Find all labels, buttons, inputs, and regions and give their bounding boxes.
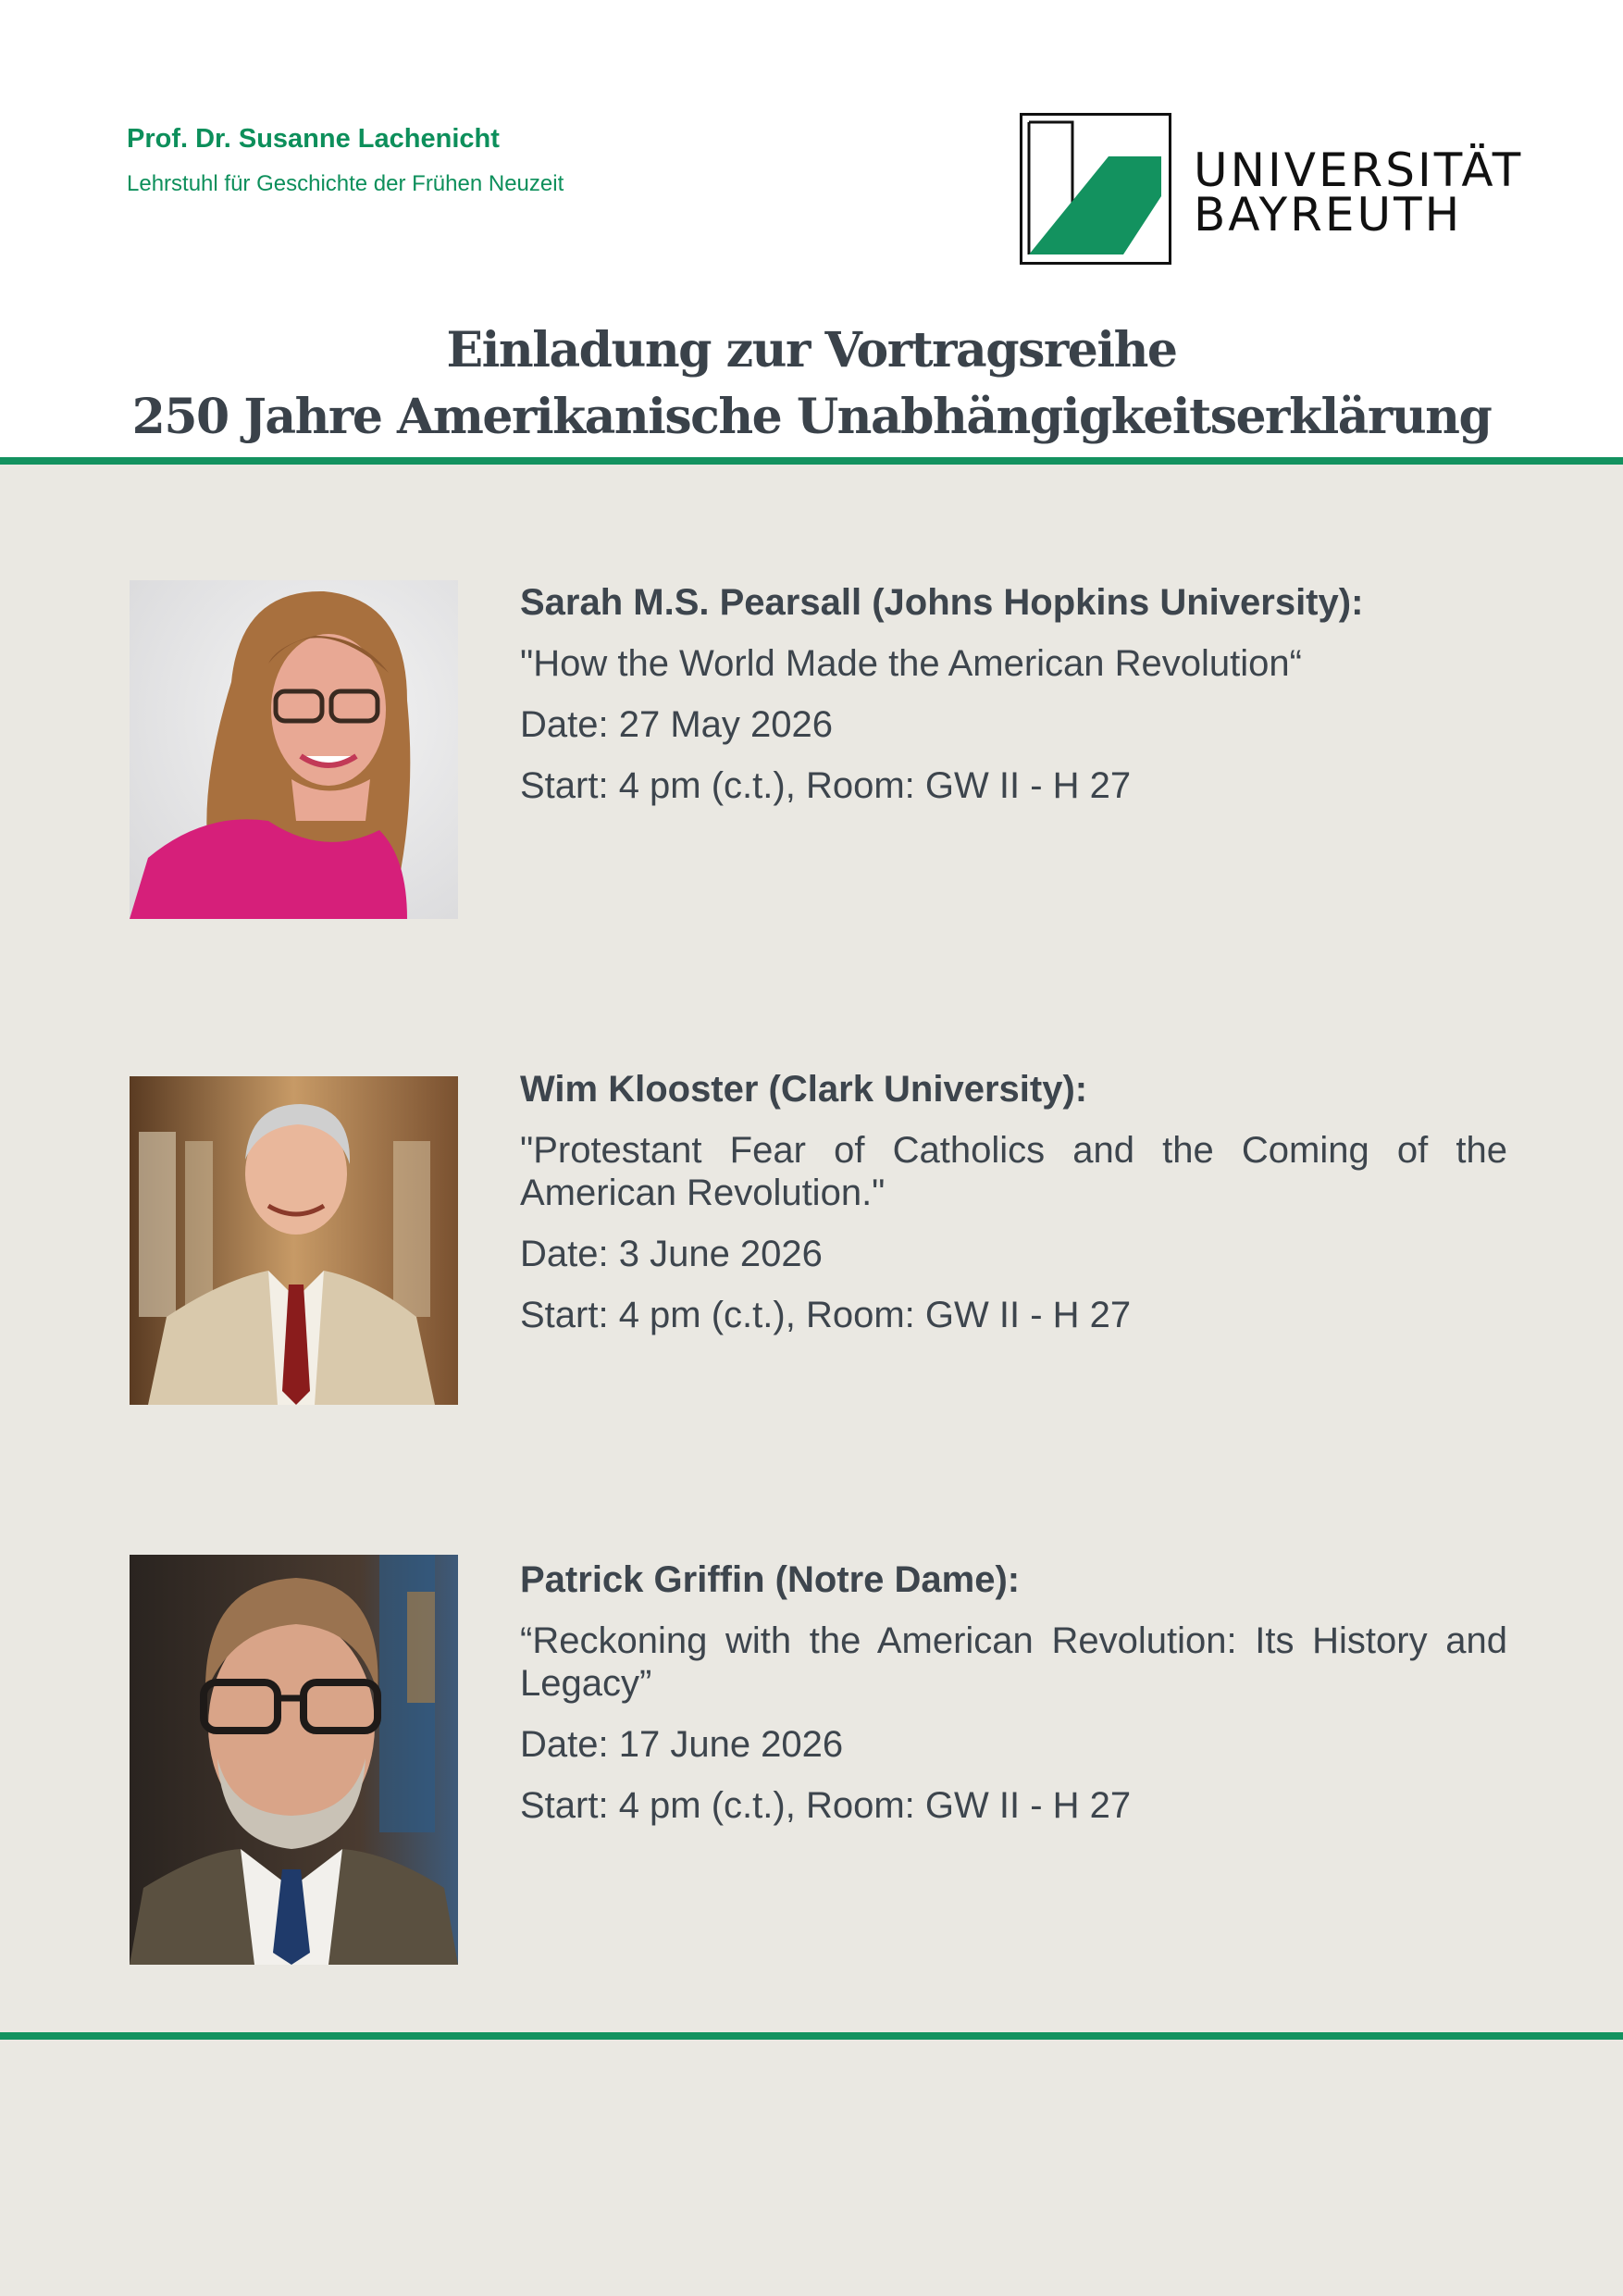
talk-title: “Reckoning with the American Revolution: Its History and Legacy” (520, 1620, 1507, 1704)
lecture-start-room: Start: 4 pm (c.t.), Room: GW II - H 27 (520, 765, 1132, 806)
talk-title: "How the World Made the American Revolution“ (520, 643, 1302, 684)
university-logo-icon (1020, 113, 1171, 265)
speaker-photo-klooster (130, 1076, 458, 1405)
bottom-divider (0, 2032, 1623, 2040)
professor-name: Prof. Dr. Susanne Lachenicht (127, 124, 500, 154)
speaker-photo-griffin (130, 1555, 458, 1965)
speaker-name: Sarah M.S. Pearsall (Johns Hopkins University): (520, 582, 1364, 623)
university-wordmark (1194, 143, 1524, 242)
speaker-name: Wim Klooster (Clark University): (520, 1069, 1088, 1110)
title-line-1: Einladung zur Vortragsreihe (446, 322, 1177, 379)
lecture-2 (520, 1068, 1507, 1336)
lecture-3 (520, 1558, 1507, 1827)
wordmark-line-1: UNIVERSITÄT (1194, 143, 1524, 197)
wordmark-line-2: BAYREUTH (1194, 188, 1463, 242)
top-divider (0, 457, 1623, 465)
lecture-date: Date: 17 June 2026 (520, 1724, 844, 1765)
page-header (0, 0, 1623, 457)
title-line-2: 250 Jahre Amerikanische Unabhängigkeitserklärung (131, 389, 1492, 445)
lecture-start-room: Start: 4 pm (c.t.), Room: GW II - H 27 (520, 1785, 1132, 1826)
chair-name: Lehrstuhl für Geschichte der Frühen Neuzeit (127, 171, 564, 196)
lecture-start-room: Start: 4 pm (c.t.), Room: GW II - H 27 (520, 1295, 1132, 1335)
speaker-name: Patrick Griffin (Notre Dame): (520, 1559, 1021, 1600)
speaker-photo-pearsall (130, 580, 458, 919)
talk-title: "Protestant Fear of Catholics and the Coming of the American Revolution." (520, 1130, 1507, 1213)
lecture-date: Date: 27 May 2026 (520, 704, 833, 745)
lecture-1 (520, 581, 1507, 807)
lecture-date: Date: 3 June 2026 (520, 1234, 823, 1274)
